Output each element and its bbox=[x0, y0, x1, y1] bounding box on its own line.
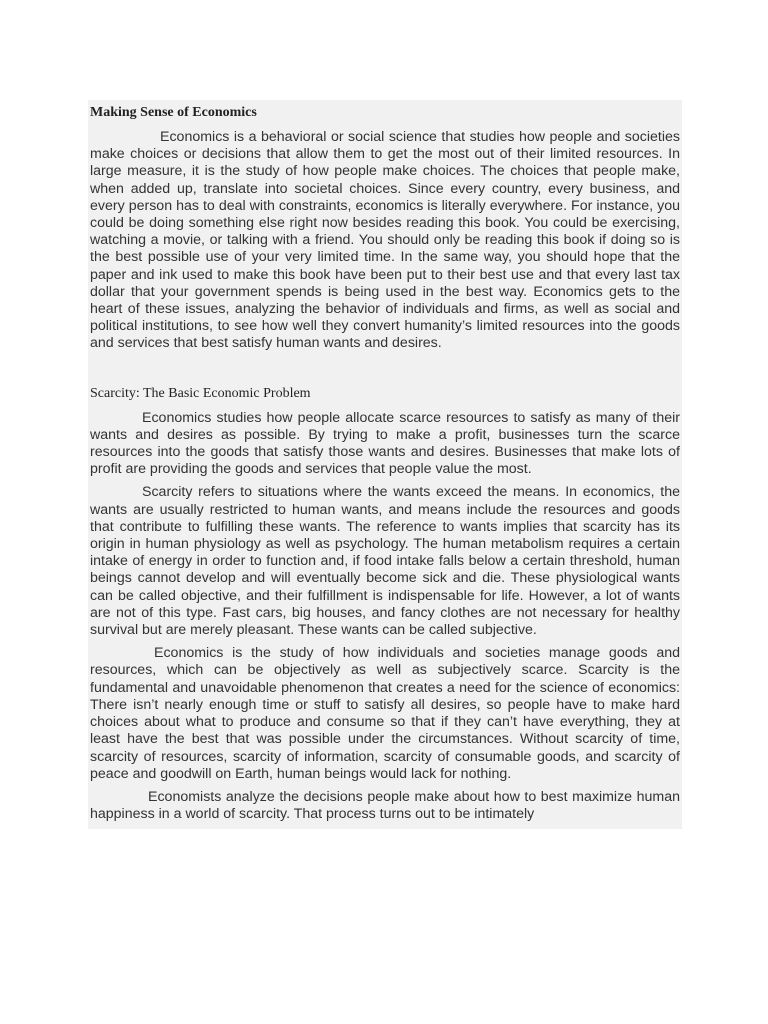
intro-paragraph: Economics is a behavioral or social science that studies how people and societies make choices or decisions that allow them to get the most out of their limited resources. In large measure, it is the study of how people make choices. The choices that people make, when added up, translate into societal choices. Since every country, every business, and every person has to deal with constraints, economics is literally everywhere. For instance, you could be doing something else right now besides reading this book. You could be exercising, watching a movie, or talking with a friend. You should only be reading this book if doing so is the best possible use of your very limited time. In the same way, you should hope that the paper and ink used to make this book have been put to their best use and that every last tax dollar that your government spends is being used in the best way. Economics gets to the heart of these issues, analyzing the behavior of individuals and firms, as well as social and political institutions, to see how well they convert humanity’s limited resources into the goods and services that best satisfy human wants and desires. bbox=[90, 129, 680, 352]
body-paragraph-3: Economics is the study of how individuals and societies manage goods and resources, which can be objectively as well as subjectively scarce. Scarcity is the fundamental and unavoidable phenomenon that creates a need for the science of economics: There isn’t nearly enough time or stuff to satisfy all desires, so people have to make hard choices about what to produce and consume so that if they can’t have everything, they at least have the best that was possible under the circumstances. Without scarcity of time, scarcity of resources, scarcity of information, scarcity of consumable goods, and scarcity of peace and goodwill on Earth, human beings would lack for nothing. bbox=[90, 645, 680, 782]
body-paragraph-2: Scarcity refers to situations where the wants exceed the means. In economics, the wants are usually restricted to human wants, and means include the resources and goods that contribute to fulfilling these wants. The reference to wants implies that scarcity has its origin in human physiology as well as psychology. The human metabolism requires a certain intake of energy in order to function and, if food intake falls below a certain threshold, human beings cannot develop and will eventually become sick and die. These physiological wants can be called objective, and their fulfillment is indispensable for life. However, a lot of wants are not of this type. Fast cars, big houses, and fancy clothes are not necessary for healthy survival but are merely pleasant. These wants can be called subjective. bbox=[90, 484, 680, 639]
body-paragraph-1: Economics studies how people allocate scarce resources to satisfy as many of their wants and desires as possible. By trying to make a profit, businesses turn the scarce resources into the goods that satisfy those wants and desires. Businesses that make lots of profit are providing the goods and services that people value the most. bbox=[90, 409, 680, 478]
document-body bbox=[88, 100, 682, 829]
document-title: Making Sense of Economics bbox=[90, 105, 257, 120]
section-heading: Scarcity: The Basic Economic Problem bbox=[90, 385, 311, 401]
body-paragraph-4: Economists analyze the decisions people make about how to best maximize human happiness in a world of scarcity. That process turns out to be intimately bbox=[90, 788, 680, 823]
